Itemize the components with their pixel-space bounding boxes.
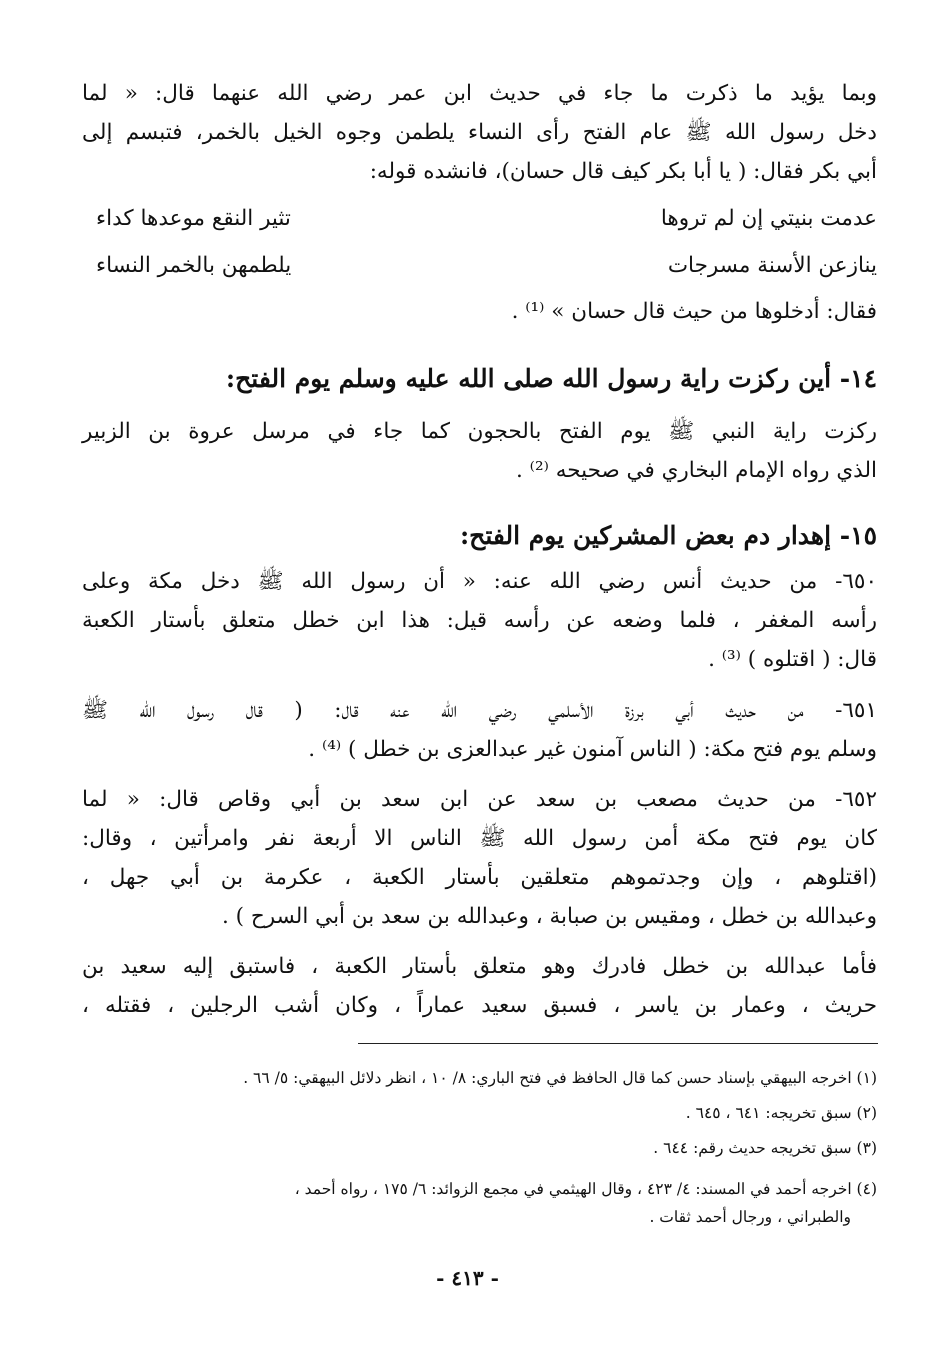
page-number: - ٤١٣ - [436,1266,499,1290]
body-line: وعبدالله بن خطل ، ومقيس بن صبابة ، وعبدالله بن سعد بن أبي السرح ) . [221,904,877,929]
body-line: الذي رواه الإمام البخاري في صحيحه ⁽²⁾ . [516,458,877,483]
body-line: وسلم يوم فتح مكة: ( الناس آمنون غير عبدالعزى بن خطل ) ⁽⁴⁾ . [308,737,877,762]
body-line: حريث ، وعمار بن ياسر ، فسبق سعيد عماراً ، وكان أشب الرجلين ، فقتله ، [82,993,877,1018]
body-line: قال: ( اقتلوه ) ⁽³⁾ . [708,647,877,672]
verse-hemistich-left: يلطمهن بالخمر النساء [96,253,292,278]
footnote: (١) اخرجه البيهقي بإسناد حسن كما قال الحافظ في فتح الباري: ٨/ ١٠ ، انظر دلائل البيهقي: ٥/ ٦٦ . [243,1069,877,1087]
body-line: ركزت راية النبي ﷺ يوم الفتح بالحجون كما جاء في مرسل عروة بن الزبير [82,419,877,444]
body-line: ٦٥٢- من حديث مصعب بن سعد عن ابن سعد بن أبي وقاص قال: « لما [82,787,877,812]
verse-hemistich-right: عدمت بنيتي إن لم تروها [660,206,877,231]
body-line: (اقتلوهم ، وإن وجدتموهم متعلقين بأستار الكعبة ، عكرمة بن أبي جهل ، [82,865,877,890]
footnote: والطبراني ، ورجال أحمد ثقات . [649,1208,851,1226]
body-line: رأسه المغفر ، فلما وضعه عن رأسه قيل: هذا ابن خطل متعلق بأستار الكعبة [82,608,877,633]
body-line: كان يوم فتح مكة أمن رسول الله ﷺ الناس الا أربعة نفر وامرأتين ، وقال: [82,826,877,851]
body-line: فقال: أدخلوها من حيث قال حسان » ⁽¹⁾ . [511,299,877,324]
body-line: ٦٥١- من حديث أبي برزة الأسلمي رضي الله عنه قال: ( قال رسول الله ﷺ [82,698,877,723]
body-line: وبما يؤيد ما ذكرت ما جاء في حديث ابن عمر رضي الله عنهما قال: « لما [82,81,877,106]
section-heading: ١٤- أين ركزت راية رسول الله صلى الله عليه وسلم يوم الفتح: [225,364,877,393]
footnote-separator [358,1043,878,1044]
verse-hemistich-right: ينازعن الأسنة مسرجات [667,253,877,278]
section-heading: ١٥- إهدار دم بعض المشركين يوم الفتح: [459,521,877,550]
footnote: (٤) اخرجه أحمد في المسند: ٤/ ٤٢٣ ، وقال الهيثمي في مجمع الزوائد: ٦/ ١٧٥ ، رواه أحمد ، [294,1180,877,1198]
body-line: دخل رسول الله ﷺ عام الفتح رأى النساء يلطمن وجوه الخيل بالخمر، فتبسم إلى [82,120,877,145]
footnote: (٢) سبق تخريجه: ٦٤١ ، ٦٤٥ . [685,1104,877,1122]
verse-hemistich-left: تثير النقع موعدها كداء [96,206,291,231]
body-line: فأما عبدالله بن خطل فادرك وهو متعلق بأستار الكعبة ، فاستبق إليه سعيد بن [82,954,877,979]
body-line: ٦٥٠- من حديث أنس رضي الله عنه: « أن رسول الله ﷺ دخل مكة وعلى [82,569,877,594]
footnote: (٣) سبق تخريجه حديث رقم: ٦٤٤ . [653,1139,877,1157]
body-line: أبي بكر فقال: ( يا أبا بكر كيف قال حسان)، فانشده قوله: [369,159,877,184]
